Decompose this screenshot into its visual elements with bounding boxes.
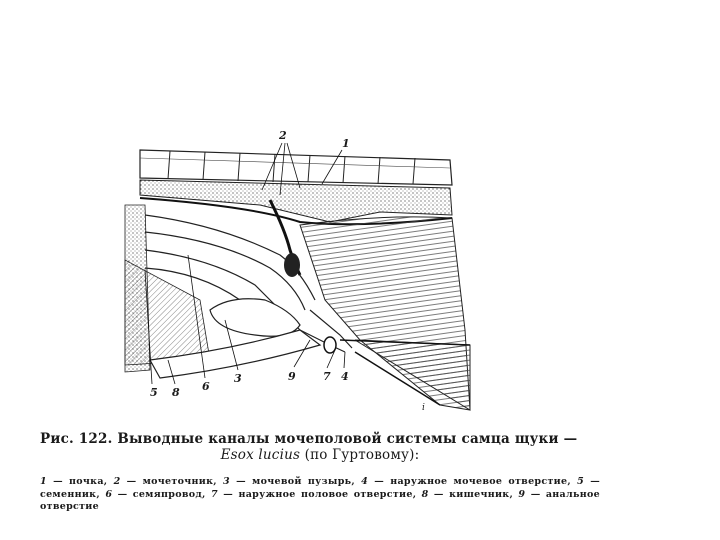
legend-text: — почка, <box>46 476 114 487</box>
legend-text: — наружное половое отверстие, <box>217 488 422 500</box>
caption-source: (по Гуртовому): <box>300 447 420 463</box>
label-4: 4 <box>341 370 349 383</box>
legend-number: 1 <box>40 476 47 487</box>
label-9: 9 <box>288 370 296 383</box>
species-name: Esox lucius <box>220 447 301 463</box>
legend-item <box>223 476 361 487</box>
legend-number: 4 <box>361 476 369 487</box>
abdominal-wall <box>125 205 210 372</box>
label-5: 5 <box>150 386 158 399</box>
legend-item <box>422 489 519 500</box>
legend-text: — мочевой пузырь, <box>229 476 362 487</box>
legend-text: — наружное мочевое отверстие, <box>368 476 578 487</box>
legend-text: — семяпровод, <box>112 488 212 500</box>
label-8: 8 <box>172 386 180 399</box>
legend-number: 2 <box>113 476 121 487</box>
label-1: 1 <box>342 137 350 150</box>
legend-number: 9 <box>518 488 526 500</box>
legend-number: 3 <box>223 476 230 487</box>
label-2: 2 <box>279 129 287 142</box>
legend-number: 7 <box>211 488 218 500</box>
legend-text: — мочеточник, <box>120 476 224 487</box>
legend-item <box>211 489 422 500</box>
legend-number: 5 <box>577 476 585 487</box>
legend-number: 8 <box>421 488 429 500</box>
stray-mark: i <box>422 403 425 413</box>
legend-text: — семенник, <box>40 476 600 500</box>
caption-title: Рис. 122. Выводные каналы мочеполовой системы самца щуки — <box>40 431 578 447</box>
figure-legend <box>40 476 600 514</box>
vertebral-column <box>140 150 452 185</box>
label-6: 6 <box>202 380 210 393</box>
figure-caption <box>40 431 600 463</box>
legend-text: — анальное отверстие <box>40 488 600 512</box>
legend-item <box>40 476 114 487</box>
label-7: 7 <box>323 370 331 383</box>
legend-text: — кишечник, <box>428 488 519 500</box>
label-3: 3 <box>234 372 242 385</box>
legend-item <box>114 476 223 487</box>
legend-item <box>361 476 577 487</box>
caption-species-line <box>40 447 600 463</box>
legend-number: 6 <box>105 488 113 500</box>
legend-item <box>105 489 211 500</box>
